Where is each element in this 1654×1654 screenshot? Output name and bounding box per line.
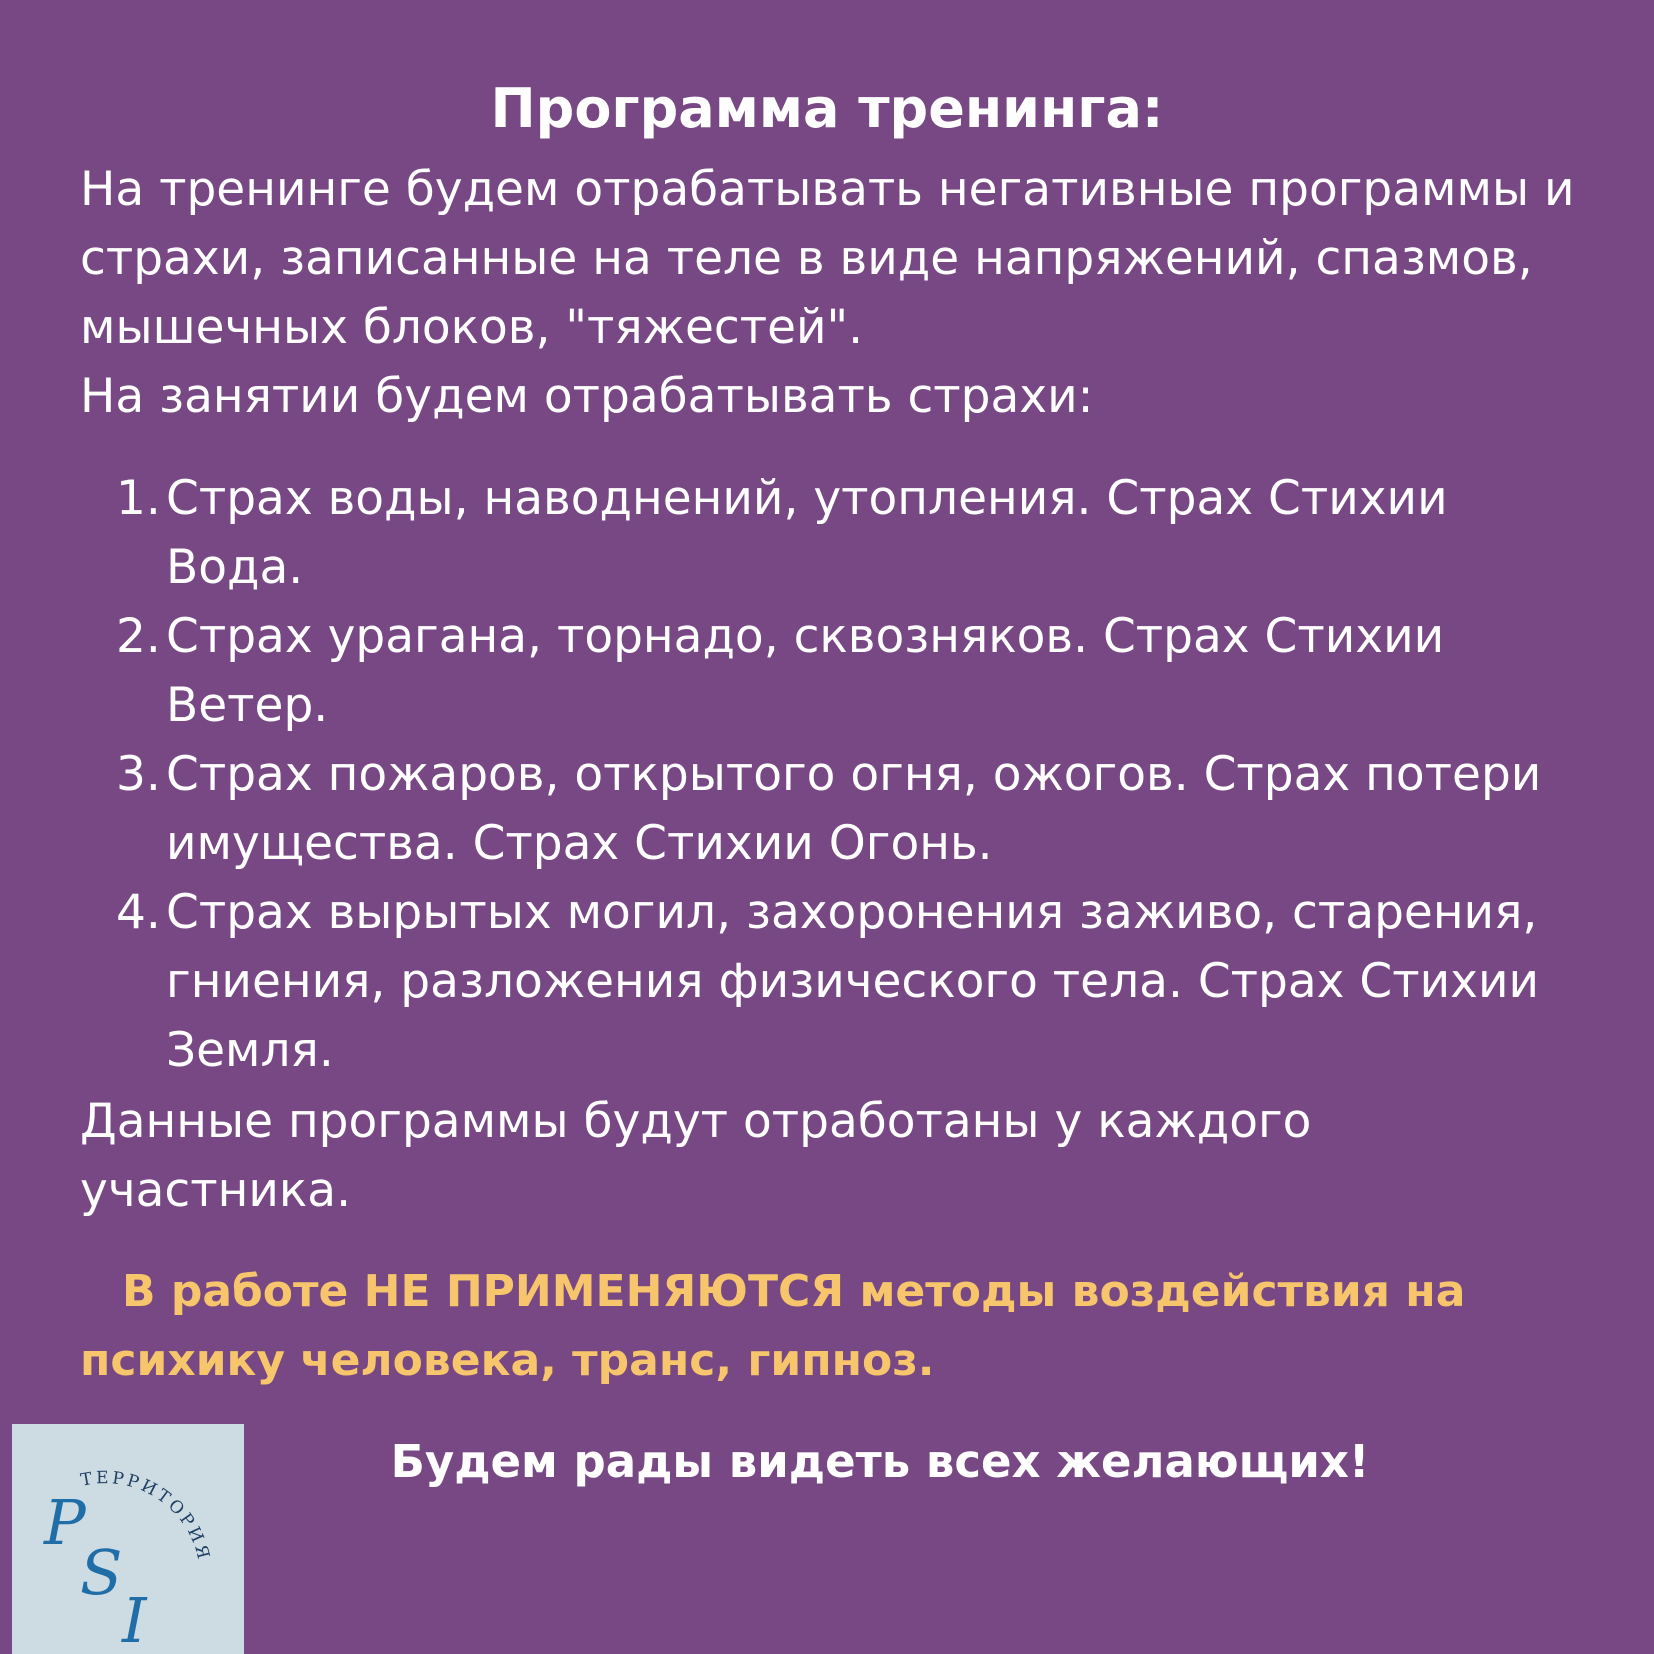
intro-line: На занятии будем отрабатывать страхи:	[80, 369, 1094, 424]
list-item-line: Вода.	[166, 540, 304, 595]
list-item	[80, 464, 1610, 602]
intro-text	[80, 155, 1610, 431]
logo-letter-s: S	[80, 1536, 123, 1609]
list-item-line: Ветер.	[166, 678, 329, 733]
list-number: 4.	[116, 885, 161, 940]
list-number: 3.	[116, 747, 161, 802]
outro-text	[80, 1087, 1610, 1225]
fears-list	[80, 464, 1610, 1085]
list-item-line: Земля.	[166, 1023, 334, 1078]
list-item-line: Страх урагана, торнадо, сквозняков. Страх Стихии	[166, 609, 1445, 664]
psi-territory-logo-icon	[12, 1424, 244, 1654]
list-item-line: имущества. Страх Стихии Огонь.	[166, 816, 993, 871]
outro-line: Данные программы будут отработаны у каждого	[80, 1094, 1312, 1149]
intro-line: мышечных блоков, "тяжестей".	[80, 300, 864, 355]
warning-text	[80, 1257, 1610, 1395]
list-number: 2.	[116, 609, 161, 664]
intro-line: На тренинге будем отрабатывать негативные программы и	[80, 162, 1575, 217]
list-item	[80, 878, 1610, 1085]
warning-line: В работе НЕ ПРИМЕНЯЮТСЯ методы воздействия на	[122, 1266, 1466, 1317]
warning-line: психику человека, транс, гипноз.	[80, 1335, 935, 1386]
list-number: 1.	[116, 471, 161, 526]
list-item-line: Страх воды, наводнений, утопления. Страх Стихии	[166, 471, 1448, 526]
list-item-line: Страх пожаров, открытого огня, ожогов. Страх потери	[166, 747, 1542, 802]
list-item-line: Страх вырытых могил, захоронения заживо, старения,	[166, 885, 1538, 940]
closing-text: Будем рады видеть всех желающих!	[390, 1435, 1370, 1488]
logo-letter-i: I	[122, 1584, 147, 1654]
page-title: Программа тренинга:	[490, 77, 1164, 140]
logo-letter-p: P	[44, 1486, 86, 1559]
list-item	[80, 602, 1610, 740]
list-item-line: гниения, разложения физического тела. Страх Стихии	[166, 954, 1540, 1009]
list-item	[80, 740, 1610, 878]
intro-line: страхи, записанные на теле в виде напряжений, спазмов,	[80, 231, 1533, 286]
logo-arc-text: ТЕРРИТОРИЯ	[79, 1468, 214, 1564]
outro-line: участника.	[80, 1163, 352, 1218]
logo	[12, 1424, 244, 1654]
